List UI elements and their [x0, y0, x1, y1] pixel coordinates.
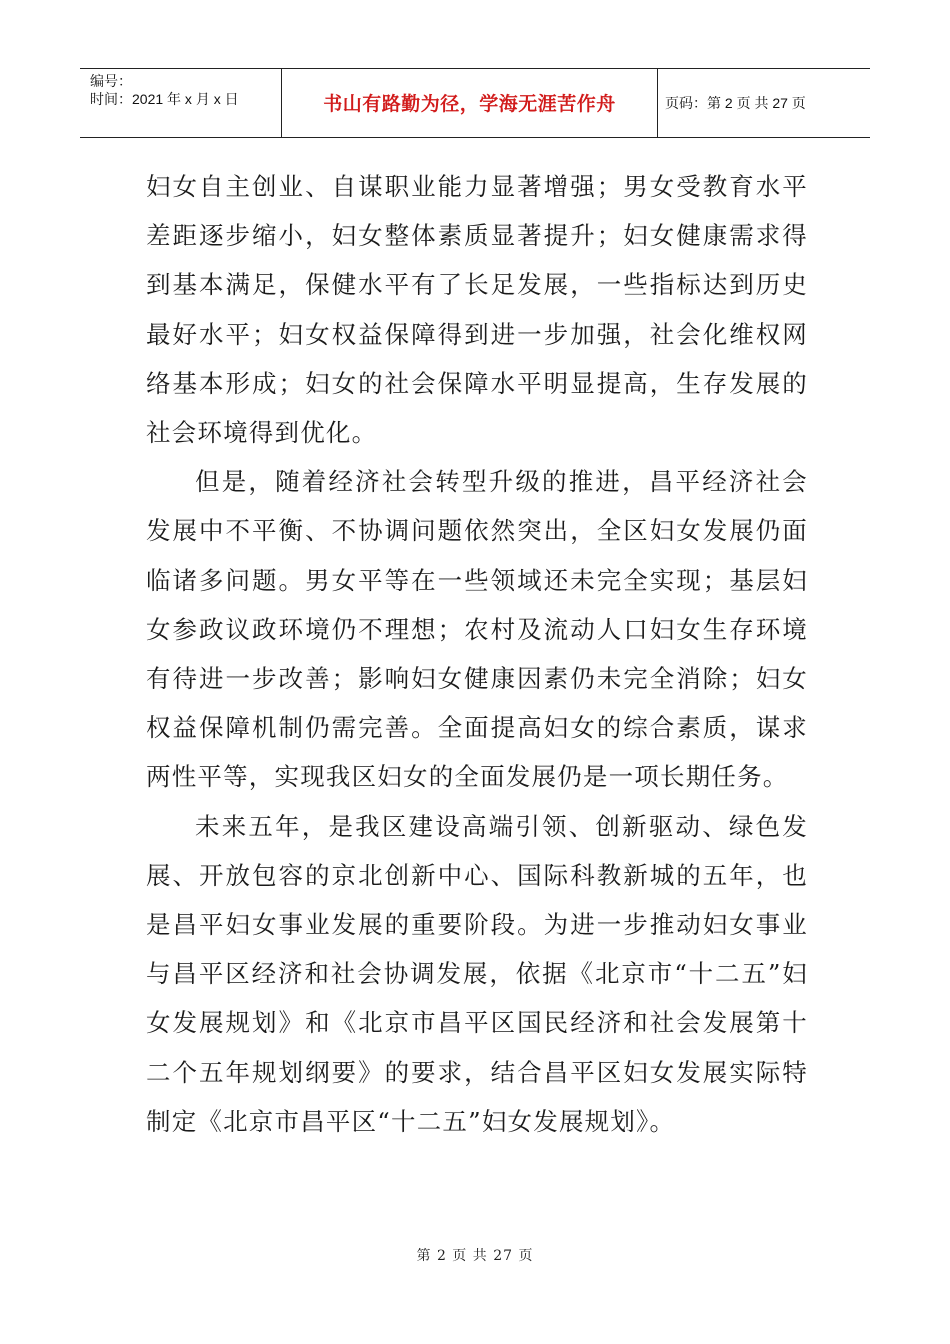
document-number-label: 编号：: [90, 73, 132, 89]
body-paragraph: 但是，随着经济社会转型升级的推进，昌平经济社会发展中不平衡、不协调问题依然突出，全区妇女发展仍面临诸多问题。男女平等在一些领域还未完全实现；基层妇女参政议政环境仍不理想；农村及流动人口妇女生存环境有待进一步改善；影响妇女健康因素仍未完全消除；妇女权益保障机制仍需完善。全面提高妇女的综合素质，谋求两性平等，实现我区妇女的全面发展仍是一项长期任务。: [146, 467, 808, 792]
header-motto-cell: [281, 69, 658, 137]
page-header: [80, 68, 870, 138]
document-date: 时间：2021 年 x 月 x 日: [90, 91, 239, 107]
header-meta-cell: [80, 69, 280, 137]
header-motto: 书山有路勤为径，学海无涯苦作舟: [323, 93, 616, 115]
header-page-cell: [657, 69, 870, 137]
page-footer: 第 2 页 共 27 页: [416, 1248, 534, 1264]
document-body: [146, 162, 808, 1146]
body-paragraph: 妇女自主创业、自谋职业能力显著增强；男女受教育水平差距逐步缩小，妇女整体素质显著提升；妇女健康需求得到基本满足，保健水平有了长足发展，一些指标达到历史最好水平；妇女权益保障得到进一步加强，社会化维权网络基本形成；妇女的社会保障水平明显提高，生存发展的社会环境得到优化。: [146, 172, 808, 448]
body-paragraph: 未来五年，是我区建设高端引领、创新驱动、绿色发展、开放包容的京北创新中心、国际科教新城的五年，也是昌平妇女事业发展的重要阶段。为进一步推动妇女事业与昌平区经济和社会协调发展，依据《北京市“十二五”妇女发展规划》和《北京市昌平区国民经济和社会发展第十二个五年规划纲要》的要求，结合昌平区妇女发展实际特制定《北京市昌平区“十二五”妇女发展规划》。: [146, 811, 808, 1136]
header-page-info: 页码：第 2 页 共 27 页: [665, 95, 806, 111]
